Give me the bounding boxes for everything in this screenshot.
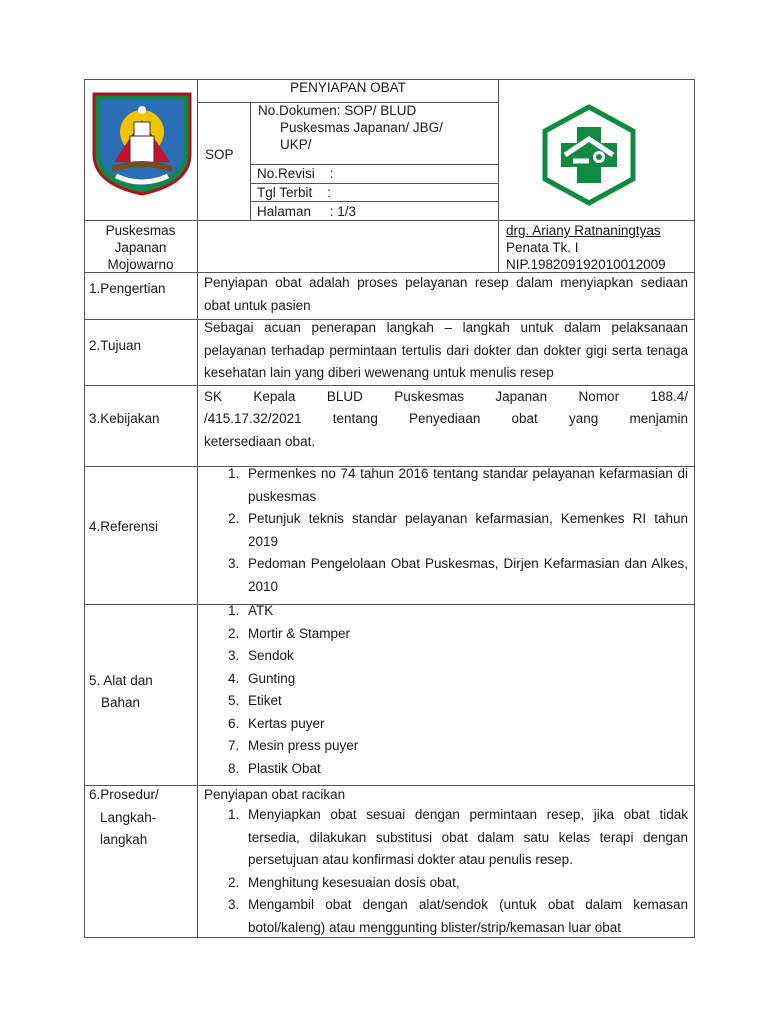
puskesmas-logo xyxy=(537,103,641,207)
no-dokumen-line-3: UKP/ xyxy=(280,137,312,152)
kebijakan-line-2: /415.17.32/2021 tentang Penyediaan obat yang menjamin xyxy=(204,411,688,426)
list-item: 1. ATK xyxy=(228,603,274,618)
list-item: 2. Menghitung kesesuaian dosis obat, xyxy=(228,874,460,890)
kebijakan-line-3: ketersediaan obat. xyxy=(204,434,316,449)
prosedur-label-line-3: langkah xyxy=(100,832,148,847)
list-item: 1. Menyiapkan obat sesuai dengan permintaan resep, jika obat tidak tersedia, dilakukan substitusi obat dalam satu kelas terapi dengan persetujuan atau konfirmasi dokter atau penulis resep. xyxy=(228,807,688,867)
prosedur-heading: Penyiapan obat racikan xyxy=(204,787,346,802)
tgl-terbit: Tgl Terbit : xyxy=(257,185,332,200)
alat-bahan-label-line-1: 5. Alat dan xyxy=(89,673,153,688)
no-revisi: No.Revisi : xyxy=(257,166,334,181)
institution-line-2: Japanan xyxy=(114,240,167,255)
prosedur-list xyxy=(202,804,688,939)
institution-line-3: Mojowarno xyxy=(107,257,174,272)
pengertian-text: Penyiapan obat adalah proses pelayanan resep dalam menyiapkan sediaan obat untuk pasien xyxy=(204,275,688,313)
list-item: 7. Mesin press puyer xyxy=(228,738,359,753)
regional-emblem-logo xyxy=(92,92,192,196)
no-dokumen-line-1: No.Dokumen: SOP/ BLUD xyxy=(258,103,417,118)
kebijakan-label: 3.Kebijakan xyxy=(89,411,160,426)
signatory-rank: Penata Tk. I xyxy=(506,240,579,255)
no-dokumen-line-2: Puskesmas Japanan/ JBG/ xyxy=(280,120,443,135)
list-item: 3. Sendok xyxy=(228,648,294,663)
tujuan-text: Sebagai acuan penerapan langkah – langkah untuk dalam pelaksanaan pelayanan terhadap permintaan tertulis dari dokter dan dokter gigi serta tenaga kesehatan lain yang diberi wewenang untuk menulis resep xyxy=(204,320,688,380)
referensi-label: 4.Referensi xyxy=(89,519,159,534)
list-item: 3. Pedoman Pengelolaan Obat Puskesmas, Dirjen Kefarmasian dan Alkes, 2010 xyxy=(228,556,688,594)
list-item: 2. Mortir & Stamper xyxy=(228,625,351,641)
kebijakan-line-1: SK Kepala BLUD Puskesmas Japanan Nomor 188.4/ xyxy=(204,389,688,404)
list-item: 2. Petunjuk teknis standar pelayanan kefarmasian, Kemenkes RI tahun 2019 xyxy=(228,511,688,549)
list-item: 1. Permenkes no 74 tahun 2016 tentang standar pelayanan kefarmasian di puskesmas xyxy=(228,466,688,504)
signatory-nip: NIP.198209192010012009 xyxy=(506,257,666,272)
list-item: 3. Mengambil obat dengan alat/sendok (untuk obat dalam kemasan botol/kaleng) atau menggunting blister/strip/kemasan luar obat xyxy=(228,897,688,935)
alat-bahan-label-line-2: Bahan xyxy=(101,695,141,710)
referensi-list xyxy=(202,463,688,598)
prosedur-label-line-1: 6.Prosedur/ xyxy=(89,787,159,802)
prosedur-label-line-2: Langkah- xyxy=(100,810,157,825)
sop-label: SOP xyxy=(205,147,234,162)
pengertian-label: 1.Pengertian xyxy=(89,281,166,296)
institution-line-1: Puskesmas xyxy=(105,223,176,238)
list-item: 4. Gunting xyxy=(228,670,296,686)
list-item: 8. Plastik Obat xyxy=(228,760,321,776)
document-title: PENYIAPAN OBAT xyxy=(290,80,406,95)
halaman: Halaman : 1/3 xyxy=(257,204,357,219)
list-item: 5. Etiket xyxy=(228,693,282,708)
signatory-name: drg. Ariany Ratnaningtyas xyxy=(506,223,661,238)
tujuan-label: 2.Tujuan xyxy=(89,338,142,353)
list-item: 6. Kertas puyer xyxy=(228,715,325,731)
alat-bahan-list xyxy=(202,600,688,780)
